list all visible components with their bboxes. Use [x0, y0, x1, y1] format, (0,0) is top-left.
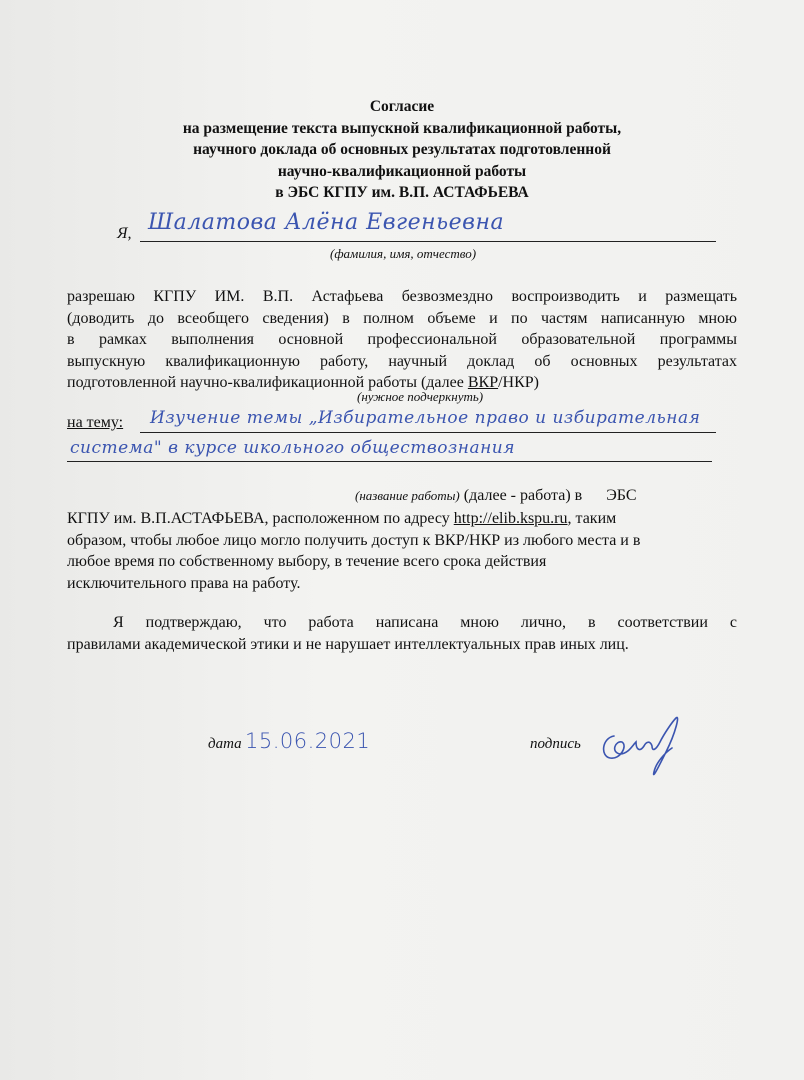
document-title	[0, 96, 804, 204]
handwritten-theme-line-1: Изучение темы „Избирательное право и избирательная	[150, 408, 701, 428]
date-label: дата	[208, 736, 242, 752]
title-line: научного доклада об основных результатах подготовленной	[193, 141, 611, 158]
handwritten-date: 15.06.2021	[245, 729, 371, 753]
paragraph-line: исключительного права на работу.	[67, 574, 301, 592]
text: КГПУ им. В.П.АСТАФЬЕВА, расположенном по адресу	[67, 510, 454, 527]
paragraph-line: (доводить до всеобщего сведения) в полном объеме и по частям написанную мною	[67, 309, 737, 327]
signature-label: подпись	[530, 736, 581, 752]
theme-caption: (название работы)	[355, 488, 460, 503]
title-line: научно-квалификационной работы	[277, 162, 527, 180]
name-line	[140, 241, 716, 242]
text: подготовленной научно-квалификационной работы (далее	[67, 374, 468, 392]
title-line: в ЭБС КГПУ им. В.П. АСТАФЬЕВА	[275, 184, 529, 201]
text: (далее - работа) в ЭБС	[459, 487, 637, 504]
theme-line-1	[140, 432, 716, 433]
handwritten-name: Шалатова Алёна Евгеньевна	[148, 210, 505, 235]
paragraph-line: правилами академической этики и не нарушает интеллектуальных прав иных лиц.	[67, 635, 629, 653]
paragraph-line: образом, чтобы любое лицо могло получить доступ к ВКР/НКР из любого места и в	[67, 531, 641, 549]
signature-image	[596, 712, 686, 784]
name-prefix: Я,	[117, 225, 132, 242]
elib-link[interactable]: http://elib.kspu.ru	[453, 510, 568, 527]
theme-label: на тему:	[67, 414, 124, 431]
handwritten-theme-line-2: система" в курсе школьного обществознания	[70, 438, 516, 458]
title-line: Согласие	[369, 98, 435, 115]
paragraph-line: Я подтверждаю, что работа написана мною лично, в соответствии с	[113, 614, 737, 631]
theme-line-2	[67, 461, 712, 462]
theme-caption-row	[355, 487, 637, 505]
paragraph-line: выпускную квалификационную работу, научный доклад об основных результатах	[67, 352, 737, 370]
underlined-vkr: ВКР	[467, 374, 499, 392]
text: , таким	[567, 510, 617, 527]
paragraph-line: в рамках выполнения основной профессиональной образовательной программы	[67, 331, 737, 349]
paragraph-line: разрешаю КГПУ ИМ. В.П. Астафьева безвозмездно воспроизводить и размещать	[67, 288, 737, 305]
name-caption: (фамилия, имя, отчество)	[330, 246, 477, 261]
permission-paragraph	[67, 286, 737, 394]
paragraph-line: любое время по собственному выбору, в течение всего срока действия	[67, 553, 547, 571]
paragraph-line	[67, 508, 737, 530]
title-line: на размещение текста выпускной квалификационной работы,	[182, 119, 622, 137]
location-paragraph	[67, 508, 737, 594]
confirmation-paragraph	[67, 612, 737, 655]
underline-caption: (нужное подчеркнуть)	[357, 389, 484, 404]
text: /НКР)	[498, 374, 539, 392]
